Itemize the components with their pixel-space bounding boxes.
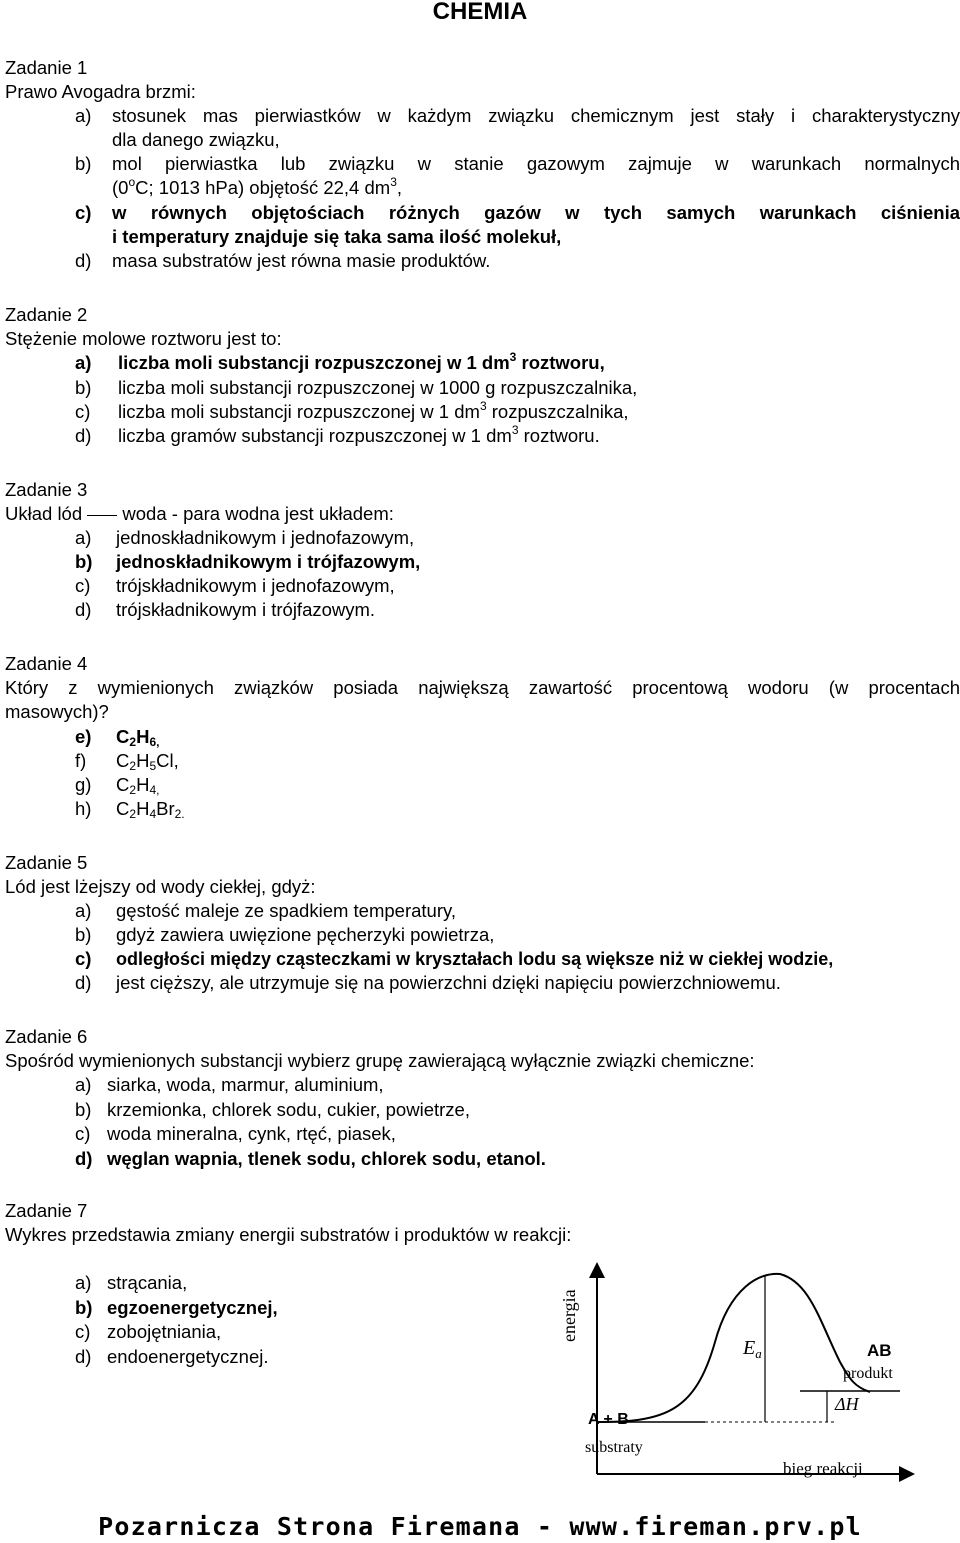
option-letter: d) xyxy=(75,1346,92,1367)
substrates-label: substraty xyxy=(585,1439,643,1456)
option-letter: g) xyxy=(75,774,92,795)
option-letter: a) xyxy=(75,900,92,921)
option-a: gęstość maleje ze spadkiem temperatury, xyxy=(116,900,457,921)
option-letter: e) xyxy=(75,726,92,747)
task-heading: Zadanie 1 xyxy=(5,57,88,78)
option-b: krzemionka, chlorek sodu, cukier, powietrze, xyxy=(107,1099,470,1120)
ab-label: AB xyxy=(867,1341,892,1360)
option-d: węglan wapnia, tlenek sodu, chlorek sodu, etanol. xyxy=(107,1148,546,1169)
ea-label: $E_a$ xyxy=(743,1337,762,1361)
option-d: trójskładnikowym i trójfazowym. xyxy=(116,599,376,620)
option-b: egzoenergetycznej, xyxy=(107,1297,278,1318)
option-letter: b) xyxy=(75,924,92,945)
option-e: $C_2H_{6,}$ xyxy=(116,726,160,749)
y-axis-label: energia xyxy=(559,1289,579,1342)
option-c: w równych objętościach różnych gazów w tych samych warunkach ciśnienia xyxy=(112,202,960,223)
delta-h-label: ΔH xyxy=(835,1394,859,1414)
task-question: Układ lód woda - para wodna jest układem: xyxy=(5,503,394,524)
option-b: mol pierwiastka lub związku w stanie gazowym zajmuje w warunkach normalnych xyxy=(112,153,960,174)
substrates-formula: A + B xyxy=(588,1411,629,1428)
task-heading: Zadanie 7 xyxy=(5,1200,88,1221)
task-heading: Zadanie 6 xyxy=(5,1026,88,1047)
task-question: Prawo Avogadra brzmi: xyxy=(5,81,196,102)
task-heading: Zadanie 3 xyxy=(5,479,88,500)
option-d: liczba gramów substancji rozpuszczonej w 1 $dm^3$ roztworu. xyxy=(118,423,600,446)
option-letter: h) xyxy=(75,798,92,819)
option-letter: b) xyxy=(75,1099,92,1120)
option-letter: d) xyxy=(75,250,92,271)
option-h: $C_2H_4Br_{2.}$ xyxy=(116,798,185,821)
option-letter: a) xyxy=(75,105,92,126)
option-letter: b) xyxy=(75,153,92,174)
task-question: Który z wymienionych związków posiada największą zawartość procentową wodoru (w procentach xyxy=(5,677,960,698)
option-letter: c) xyxy=(75,575,91,596)
task-question: Stężenie molowe roztworu jest to: xyxy=(5,328,282,349)
option-letter: d) xyxy=(75,425,92,446)
task-question: Wykres przedstawia zmiany energii substratów i produktów w reakcji: xyxy=(5,1224,572,1245)
option-d: endoenergetycznej. xyxy=(107,1346,269,1367)
option-letter: c) xyxy=(75,202,92,223)
option-letter: a) xyxy=(75,1272,92,1293)
option-d: jest cięższy, ale utrzymuje się na powierzchni dzięki napięciu powierzchniowemu. xyxy=(116,972,781,993)
task-heading: Zadanie 4 xyxy=(5,653,88,674)
option-letter: c) xyxy=(75,1123,91,1144)
option-b-cont: (0$^o$C; 1013 hPa) objętość 22,4 $dm^3$, xyxy=(112,175,403,198)
option-b: liczba moli substancji rozpuszczonej w 1000 g rozpuszczalnika, xyxy=(118,377,638,398)
option-letter: c) xyxy=(75,401,91,422)
energy-diagram xyxy=(555,1262,915,1487)
option-a: strącania, xyxy=(107,1272,188,1293)
footer: Pozarnicza Strona Firemana - www.fireman.prv.pl xyxy=(98,1512,862,1541)
task-heading: Zadanie 2 xyxy=(5,304,88,325)
option-letter: a) xyxy=(75,1074,92,1095)
option-letter: a) xyxy=(75,352,92,373)
option-b: gdyż zawiera uwięzione pęcherzyki powietrza, xyxy=(116,924,495,945)
option-a: siarka, woda, marmur, aluminium, xyxy=(107,1074,384,1095)
option-a-cont: dla danego związku, xyxy=(112,129,280,150)
option-a: stosunek mas pierwiastków w każdym związku chemicznym jest stały i charakterystyczny xyxy=(112,105,960,126)
option-letter: d) xyxy=(75,972,92,993)
task-heading: Zadanie 5 xyxy=(5,852,88,873)
option-letter: f) xyxy=(75,750,87,771)
page-title: CHEMIA xyxy=(432,0,528,25)
option-a: jednoskładnikowym i jednofazowym, xyxy=(116,527,415,548)
energy-curve xyxy=(597,1274,870,1422)
option-d: masa substratów jest równa masie produktów. xyxy=(112,250,491,271)
dash-line xyxy=(87,515,117,516)
option-c: zobojętniania, xyxy=(107,1321,222,1342)
option-letter: b) xyxy=(75,551,93,572)
option-letter: b) xyxy=(75,1297,93,1318)
option-c-cont: i temperatury znajduje się taka sama ilość molekuł, xyxy=(112,226,562,247)
option-letter: b) xyxy=(75,377,92,398)
option-letter: a) xyxy=(75,527,92,548)
option-c: liczba moli substancji rozpuszczonej w 1 $dm^3$ rozpuszczalnika, xyxy=(118,399,629,422)
option-g: $C_2H_{4,}$ xyxy=(116,774,160,797)
option-letter: d) xyxy=(75,599,92,620)
task-question: Spośród wymienionych substancji wybierz grupę zawierającą wyłącznie związki chemiczne: xyxy=(5,1050,755,1071)
task-question: Lód jest lżejszy od wody ciekłej, gdyż: xyxy=(5,876,316,897)
option-letter: c) xyxy=(75,1321,91,1342)
option-f: $C_2H_5Cl$, xyxy=(116,750,179,773)
option-a: liczba moli substancji rozpuszczonej w 1 $dm^3$ roztworu, xyxy=(118,350,605,373)
option-c: odległości między cząsteczkami w kryształach lodu są większe niż w ciekłej wodzie, xyxy=(116,949,834,969)
option-c: trójskładnikowym i jednofazowym, xyxy=(116,575,395,596)
x-axis-label: bieg reakcji xyxy=(783,1459,863,1478)
option-b: jednoskładnikowym i trójfazowym, xyxy=(116,551,421,572)
option-letter: d) xyxy=(75,1148,93,1169)
product-label: produkt xyxy=(843,1365,893,1382)
option-letter: c) xyxy=(75,948,92,969)
option-c: woda mineralna, cynk, rtęć, piasek, xyxy=(107,1123,396,1144)
task-question-cont: masowych)? xyxy=(5,701,109,722)
